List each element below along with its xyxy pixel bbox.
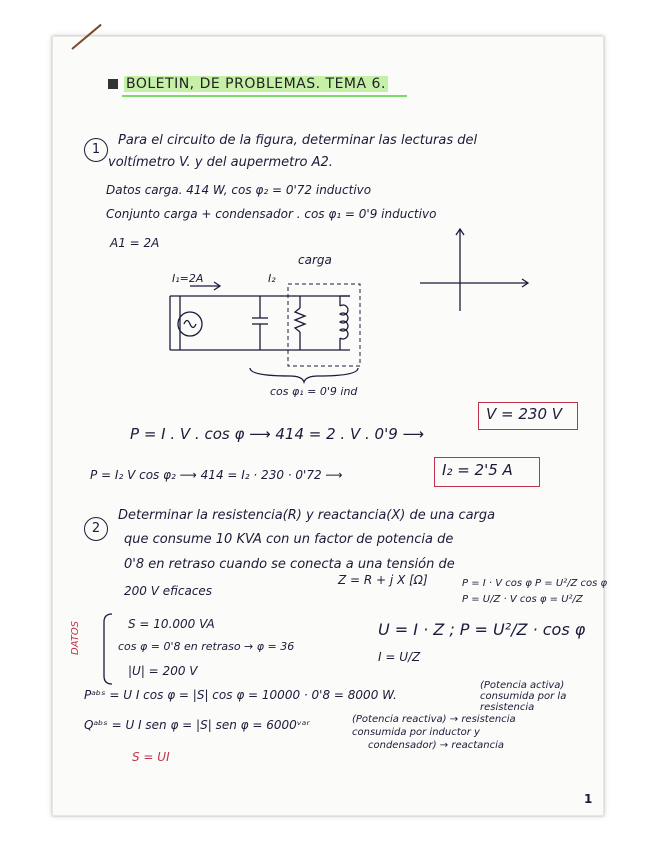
power-formulas-1: P = I · V cos φ P = U²/Z cos φ (462, 578, 608, 589)
problem-1-a1: A1 = 2A (110, 236, 160, 250)
circuit-cos-label: cos φ₁ = 0'9 ind (270, 385, 358, 398)
active-power-note: (Potencia activa) consumida por la resistencia (480, 680, 567, 713)
reactive-power-note-1: (Potencia reactiva) → resistencia (352, 714, 516, 725)
problem-1-number: 1 (84, 138, 108, 162)
reactive-power-line: Qᵃᵇˢ = U I sen φ = |S| sen φ = 6000ᵛᵃʳ (84, 718, 310, 732)
problem-1-data-load: Datos carga. 414 W, cos φ₂ = 0'72 inductivo (106, 183, 372, 197)
title-underline (122, 95, 407, 97)
problem-1-statement-line-2: voltímetro V. y del aupermetro A2. (108, 155, 333, 170)
problem-1-equation-1: P = I . V . cos φ ⟶ 414 = 2 . V . 0'9 ⟶ (130, 425, 425, 443)
circuit-i1-label: I₁=2A (172, 272, 204, 285)
problem-2-statement-line-4: 200 V eficaces (124, 584, 213, 598)
power-formulas-2: P = U/Z · V cos φ = U²/Z (462, 594, 583, 605)
circuit-i2-label: I₂ (268, 272, 276, 285)
reactive-power-note-2: consumida por inductor y (352, 727, 480, 738)
datos-bracket (100, 612, 114, 686)
datos-label: DATOS (70, 620, 81, 655)
problem-1-statement-line-1: Para el circuito de la figura, determinar las lecturas del (118, 133, 478, 148)
problem-1-equation-2: P = I₂ V cos φ₂ ⟶ 414 = I₂ · 230 · 0'72 ⟶ (90, 468, 343, 482)
bullet-square-icon (108, 79, 118, 89)
problem-1-result-2: I₂ = 2'5 A (442, 461, 513, 479)
problem-1-result-1: V = 230 V (486, 405, 563, 423)
apparent-power-definition: S = UI (132, 750, 170, 764)
page-title: BOLETIN, DE PROBLEMAS. TEMA 6. (108, 76, 388, 92)
page-number: 1 (584, 792, 593, 806)
circuit-diagram (160, 280, 370, 390)
datos-item-1: S = 10.000 VA (128, 617, 215, 631)
problem-2-number: 2 (84, 517, 108, 541)
active-power-line: Pᵃᵇˢ = U I cos φ = |S| cos φ = 10000 · 0'8 = 8000 W. (84, 688, 397, 702)
circuit-carga-label: carga (298, 253, 332, 267)
problem-2-statement-line-1: Determinar la resistencia(R) y reactancia(X) de una carga (118, 508, 496, 523)
problem-2-statement-line-2: que consume 10 KVA con un factor de potencia de (124, 532, 454, 547)
problem-2-statement-line-3: 0'8 en retraso cuando se conecta a una tensión de (124, 557, 455, 572)
impedance-formula: Z = R + j X [Ω] (338, 573, 428, 587)
phasor-axes-sketch (420, 225, 530, 315)
problem-1-data-set: Conjunto carga + condensador . cos φ₁ = 0'9 inductivo (106, 207, 437, 221)
datos-item-3: |U| = 200 V (128, 664, 198, 678)
main-formula: U = I · Z ; P = U²/Z · cos φ (378, 620, 586, 639)
current-formula: I = U/Z (378, 650, 421, 664)
reactive-power-note-3: condensador) → reactancia (368, 740, 505, 751)
datos-item-2: cos φ = 0'8 en retraso → φ = 36 (118, 640, 295, 653)
